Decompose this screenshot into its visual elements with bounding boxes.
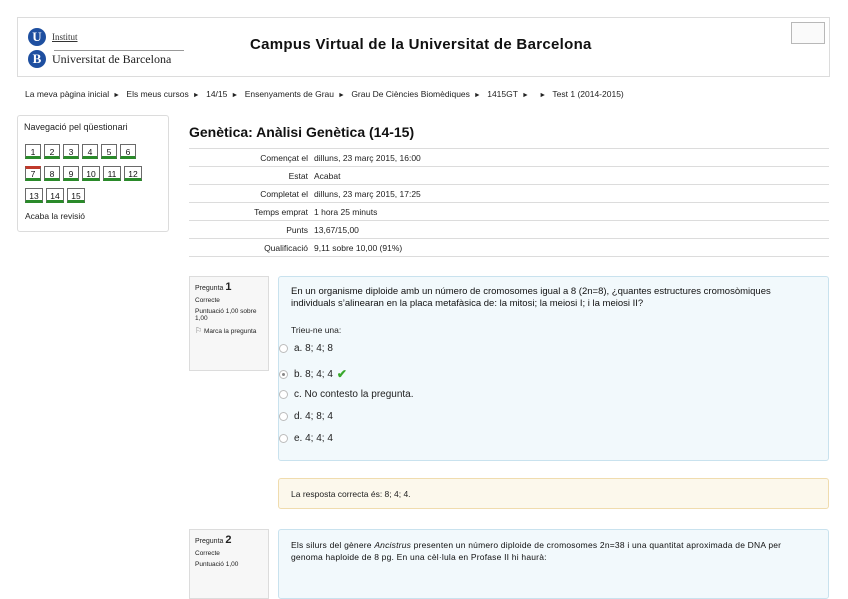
question-1-number: Pregunta 1 — [195, 281, 232, 293]
question-button-13[interactable]: 13 — [25, 188, 43, 203]
summary-label: Estat — [189, 167, 314, 185]
question-button-1[interactable]: 1 — [25, 144, 41, 159]
breadcrumb-separator-icon: ► — [231, 92, 239, 99]
question-button-4[interactable]: 4 — [82, 144, 98, 159]
radio-c[interactable] — [279, 390, 288, 399]
question-button-10[interactable]: 10 — [82, 166, 100, 181]
breadcrumb-my-courses[interactable]: Els meus cursos — [126, 89, 189, 99]
question-button-5[interactable]: 5 — [101, 144, 117, 159]
question-1-flag[interactable]: ⚐ Marca la pregunta — [195, 326, 257, 335]
logo-b-icon: B — [28, 50, 46, 68]
question-2-score: Puntuació 1,00 — [195, 561, 239, 568]
summary-label: Qualificació — [189, 239, 314, 257]
question-1-info — [189, 276, 269, 371]
breadcrumb-separator-icon: ► — [192, 92, 200, 99]
logo-small-text: Institut — [52, 32, 78, 42]
question-2-status: Correcte — [195, 550, 220, 557]
question-1-feedback — [278, 478, 829, 509]
radio-d[interactable] — [279, 412, 288, 421]
breadcrumb-quiz[interactable]: Test 1 (2014-2015) — [552, 89, 624, 99]
question-button-15[interactable]: 15 — [67, 188, 85, 203]
question-1-content — [278, 276, 829, 461]
summary-label: Començat el — [189, 149, 314, 167]
question-buttons — [25, 142, 167, 208]
question-button-2[interactable]: 2 — [44, 144, 60, 159]
radio-a[interactable] — [279, 344, 288, 353]
question-button-14[interactable]: 14 — [46, 188, 64, 203]
site-title: Campus Virtual de la Universitat de Barcelona — [250, 36, 592, 53]
summary-label: Completat el — [189, 185, 314, 203]
breadcrumb-home[interactable]: La meva pàgina inicial — [25, 89, 110, 99]
breadcrumb-separator-icon: ► — [338, 92, 345, 99]
question-1-status: Correcte — [195, 297, 220, 304]
quiz-navigation-title: Navegació pel qüestionari — [24, 122, 128, 132]
question-button-12[interactable]: 12 — [124, 166, 142, 181]
summary-label: Punts — [189, 221, 314, 239]
summary-row — [189, 149, 829, 167]
question-button-9[interactable]: 9 — [63, 166, 79, 181]
question-button-8[interactable]: 8 — [44, 166, 60, 181]
question-button-3[interactable]: 3 — [63, 144, 79, 159]
breadcrumb-degree[interactable]: Grau De Ciències Biomèdiques — [351, 89, 470, 99]
answer-option-d[interactable]: d. 4; 8; 4 — [279, 411, 333, 422]
logo-university-name: Universitat de Barcelona — [52, 51, 172, 66]
breadcrumb-separator-icon: ► — [521, 92, 529, 99]
university-logo[interactable] — [28, 26, 188, 70]
logo-u-icon: U — [28, 28, 46, 46]
summary-value: dilluns, 23 març 2015, 17:25 — [314, 185, 829, 203]
site-header — [17, 17, 830, 77]
summary-label: Temps emprat — [189, 203, 314, 221]
correct-answer-text: La resposta correcta és: 8; 4; 4. — [291, 489, 411, 499]
summary-value: Acabat — [314, 167, 829, 185]
answer-option-c[interactable]: c. No contesto la pregunta. — [279, 389, 414, 400]
summary-row — [189, 239, 829, 257]
breadcrumb-separator-icon: ► — [473, 92, 481, 99]
breadcrumb-degree-studies[interactable]: Ensenyaments de Grau — [244, 89, 334, 99]
radio-b[interactable] — [279, 370, 288, 379]
answer-option-b[interactable]: b. 8; 4; 4 ✔ — [279, 367, 347, 381]
answer-option-e[interactable]: e. 4; 4; 4 — [279, 433, 333, 444]
page-title: Genètica: Anàlisi Genètica (14-15) — [189, 124, 415, 140]
flag-icon: ⚐ — [195, 326, 203, 335]
finish-review-link[interactable]: Acaba la revisió — [25, 211, 86, 221]
summary-value: 1 hora 25 minuts — [314, 203, 829, 221]
radio-e[interactable] — [279, 434, 288, 443]
breadcrumb-separator-icon: ► — [539, 92, 547, 99]
question-1-prompt: Trieu-ne una: — [291, 325, 342, 335]
summary-value: dilluns, 23 març 2015, 16:00 — [314, 149, 829, 167]
question-1-score: Puntuació 1,00 sobre 1,00 — [195, 308, 257, 322]
breadcrumb-course[interactable]: 1415GT — [487, 89, 518, 99]
summary-row — [189, 221, 829, 239]
answer-option-a[interactable]: a. 8; 4; 8 — [279, 343, 333, 354]
summary-row — [189, 185, 829, 203]
correct-check-icon: ✔ — [336, 367, 347, 381]
header-user-box[interactable] — [791, 22, 825, 44]
attempt-summary-table — [189, 148, 829, 257]
question-button-11[interactable]: 11 — [103, 166, 121, 181]
quiz-navigation-block — [17, 115, 169, 232]
summary-value: 13,67/15,00 — [314, 221, 829, 239]
question-button-6[interactable]: 6 — [120, 144, 136, 159]
breadcrumb-year[interactable]: 14/15 — [206, 89, 228, 99]
question-2-content — [278, 529, 829, 599]
question-2-number: Pregunta 2 — [195, 534, 232, 546]
breadcrumb-separator-icon: ► — [113, 92, 121, 99]
breadcrumb — [25, 89, 624, 99]
question-2-info — [189, 529, 269, 599]
summary-value: 9,11 sobre 10,00 (91%) — [314, 239, 829, 257]
summary-row — [189, 167, 829, 185]
question-1-text: En un organisme diploide amb un número de cromosomes igual a 8 (2n=8), ¿quantes estructures cromosòmiques individuals s’alinearan en la placa metafàsica de: la mitosi; la meiosi I; i la meiosi II? — [291, 286, 771, 309]
question-2-text: Els silurs del gènere Ancistrus presenten un número diploide de cromosomes 2n=38 i una quantitat aproximada de DNA per genoma haploide de 8 pg. En una cèl·lula en Profase II hi haurà: — [291, 540, 782, 562]
summary-row — [189, 203, 829, 221]
question-button-7[interactable]: 7 — [25, 166, 41, 181]
